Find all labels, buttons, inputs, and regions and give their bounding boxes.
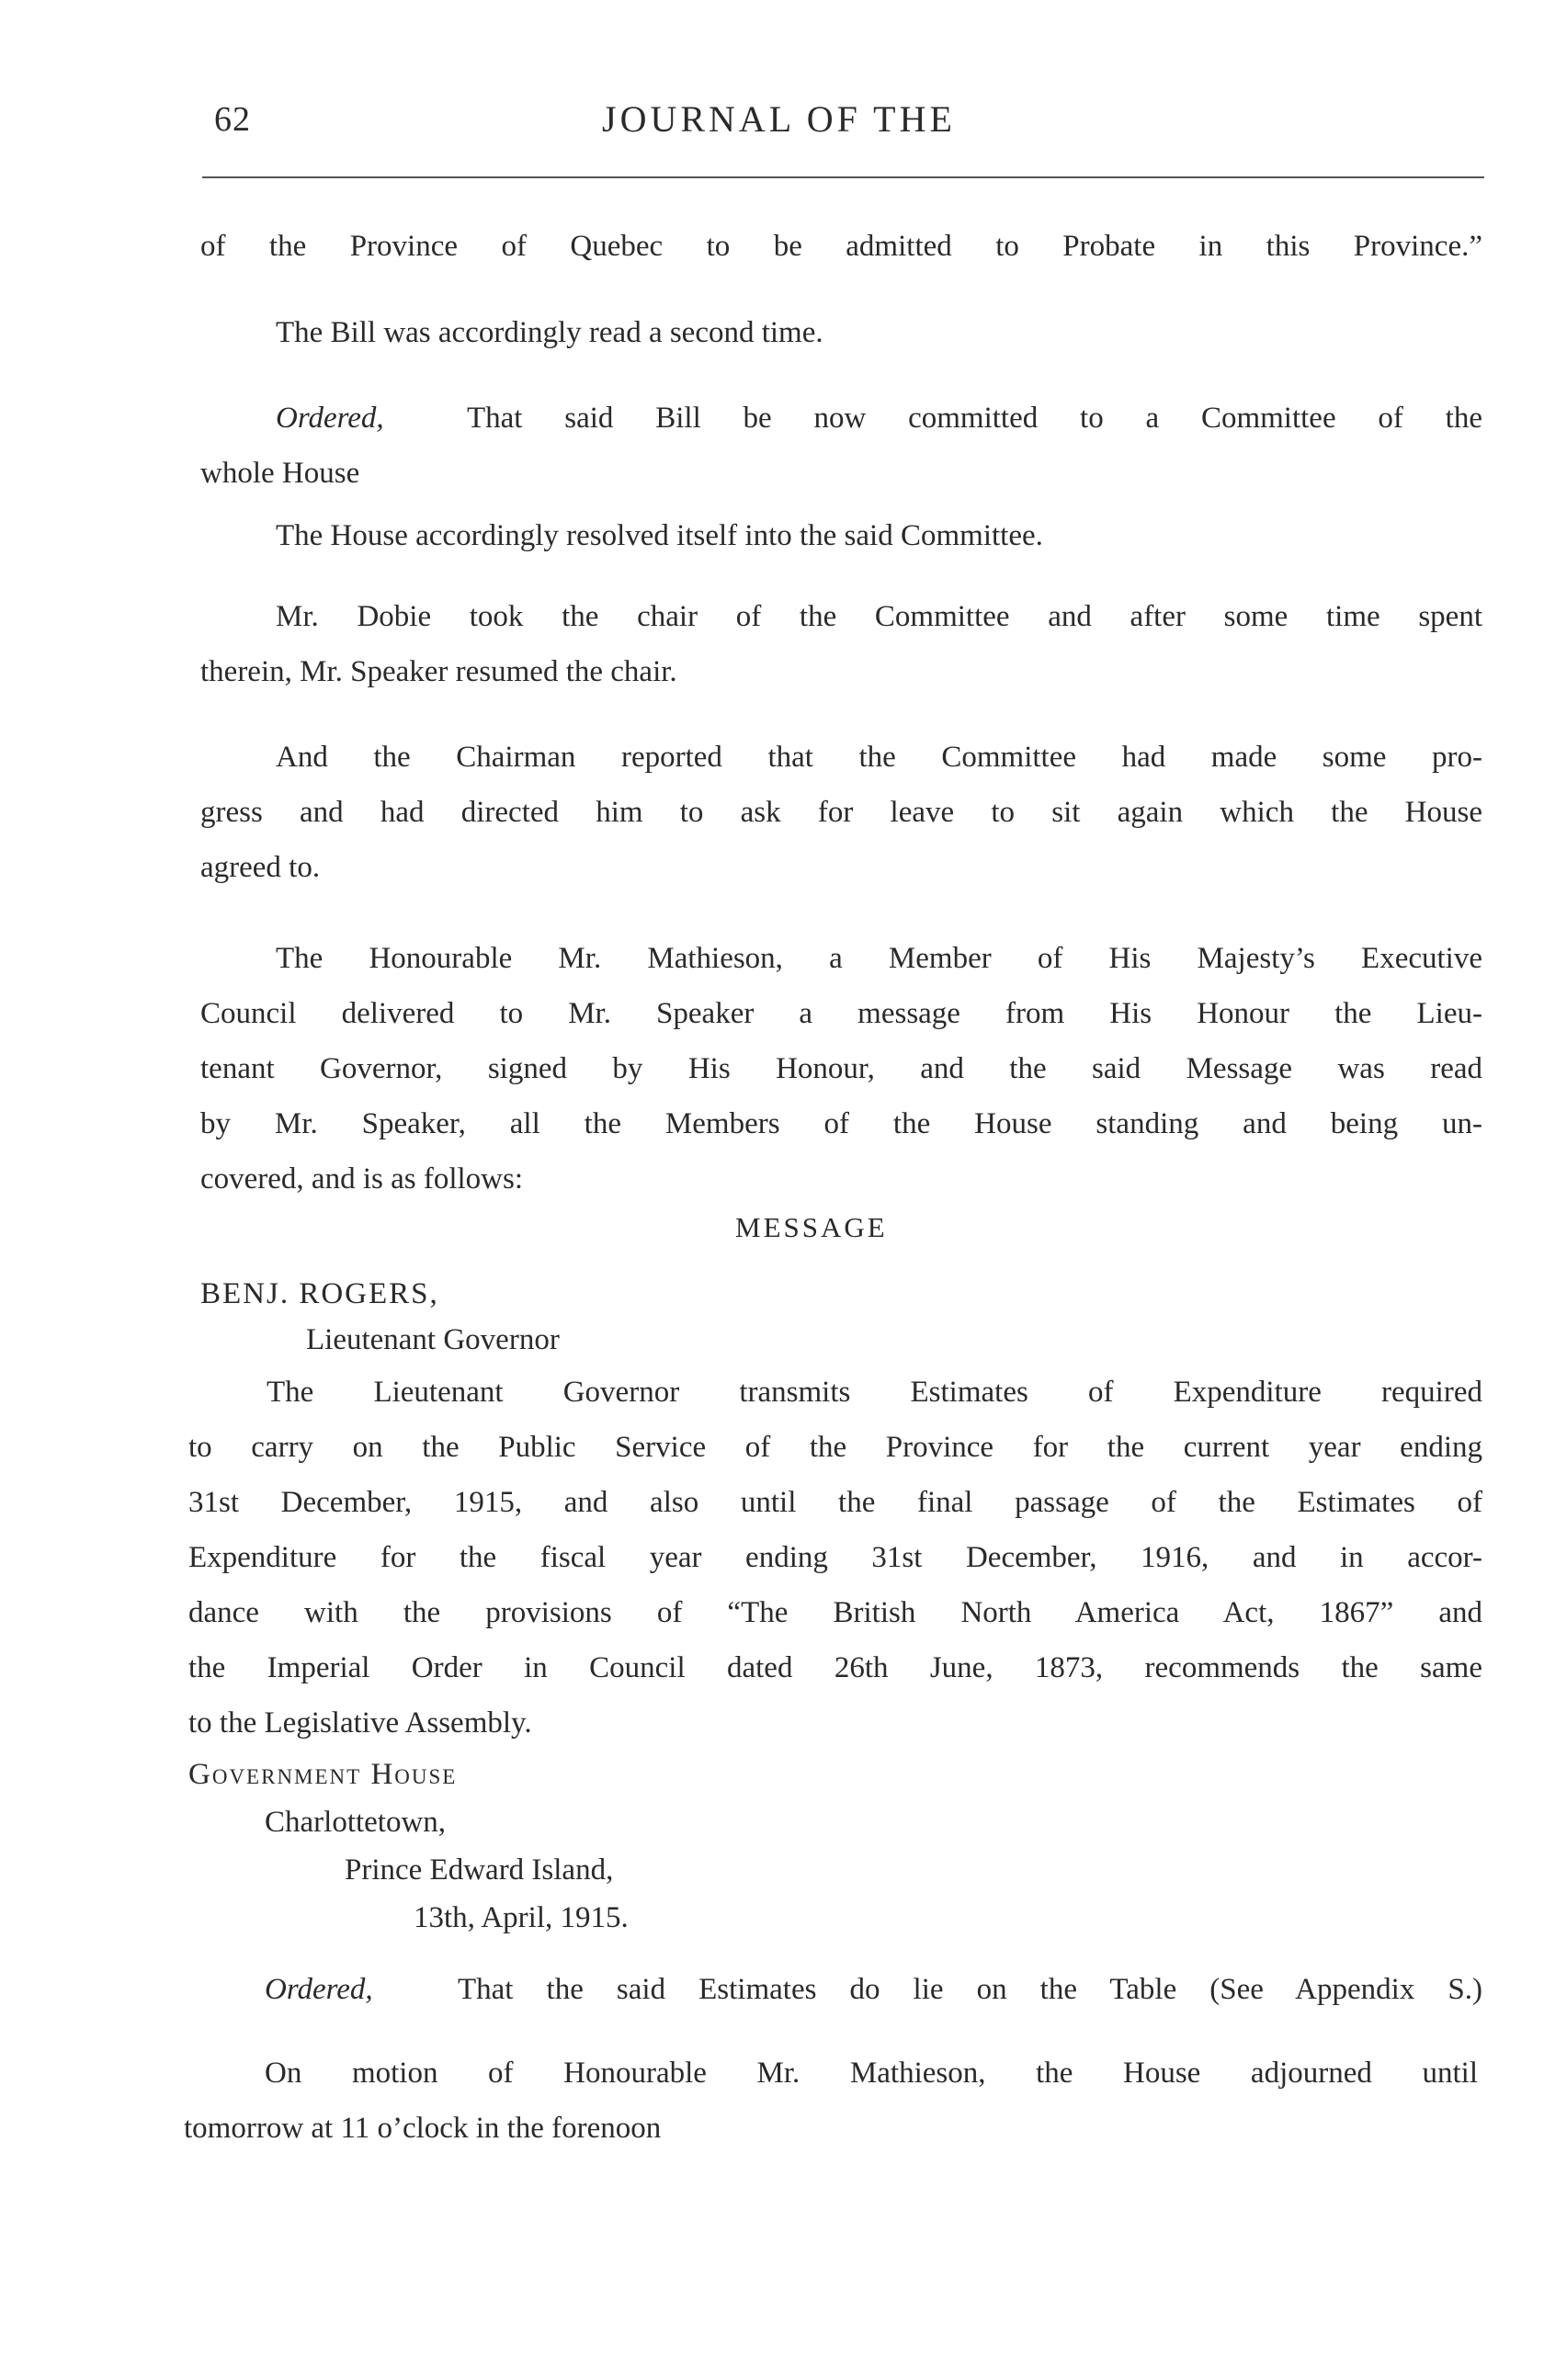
text-line-content: The Honourable Mr. Mathieson, a Member of His Majesty’s Executive [276, 942, 1482, 975]
text-line [200, 997, 1482, 1031]
signer-name: BENJ. ROGERS, [200, 1277, 439, 1310]
ordered-label: Ordered, [265, 1973, 373, 2006]
text-line [200, 230, 1482, 264]
text-line [200, 1107, 1482, 1141]
place-line: Charlottetown, [265, 1806, 447, 1839]
text-line: The House accordingly resolved itself into the said Committee. [276, 519, 1043, 552]
text-line-content: by Mr. Speaker, all the Members of the House standing and being un- [200, 1107, 1482, 1140]
date-line: 13th, April, 1915. [414, 1901, 629, 1934]
text-line-content: Expenditure for the fiscal year ending 31st December, 1916, and in accor- [188, 1541, 1482, 1574]
text-line [265, 1973, 1482, 2007]
text-line-content: On motion of Honourable Mr. Mathieson, the House adjourned until [265, 2057, 1478, 2090]
text-line-content: the Imperial Order in Council dated 26th June, 1873, recommends the same [188, 1651, 1482, 1684]
text-line [276, 942, 1482, 976]
text-line: therein, Mr. Speaker resumed the chair. [200, 655, 677, 688]
text-line-content: And the Chairman reported that the Committee had made some pro- [276, 741, 1482, 774]
text-line: to the Legislative Assembly. [188, 1706, 532, 1740]
text-line-content: That the said Estimates do lie on the Table (See Appendix S.) [458, 1973, 1482, 2006]
header-rule [202, 176, 1484, 178]
ordered-label: Ordered, [276, 402, 384, 435]
text-line [200, 796, 1482, 830]
text-line [276, 402, 1482, 436]
text-line [276, 600, 1482, 634]
signer-title: Lieutenant Governor [306, 1323, 560, 1356]
text-line-content: Mr. Dobie took the chair of the Committee and after some time spent [276, 600, 1482, 633]
text-line: The Bill was accordingly read a second time. [276, 316, 823, 349]
text-line-content: gress and had directed him to ask for leave to sit again which the House [200, 796, 1482, 829]
text-line [265, 2057, 1478, 2091]
text-line [188, 1541, 1482, 1575]
text-line-content: dance with the provisions of “The British North America Act, 1867” and [188, 1596, 1482, 1629]
text-line: covered, and is as follows: [200, 1162, 523, 1196]
running-title: JOURNAL OF THE [602, 98, 956, 140]
text-line: tomorrow at 11 o’clock in the forenoon [184, 2112, 662, 2145]
text-line: agreed to. [200, 851, 321, 884]
text-line-content: 31st December, 1915, and also until the final passage of the Estimates of [188, 1486, 1482, 1519]
text-line-content: to carry on the Public Service of the Province for the current year ending [188, 1431, 1482, 1464]
text-line-content: of the Province of Quebec to be admitted to Probate in this Province.” [200, 230, 1482, 263]
text-line [188, 1651, 1482, 1685]
place-line: Government House [188, 1758, 458, 1791]
text-line-content: tenant Governor, signed by His Honour, and the said Message was read [200, 1052, 1482, 1085]
text-line: whole House [200, 457, 360, 490]
text-line [267, 1376, 1482, 1410]
text-line [188, 1596, 1482, 1630]
text-line-content: The Lieutenant Governor transmits Estimates of Expenditure required [267, 1376, 1482, 1409]
text-line-content: That said Bill be now committed to a Committee of the [467, 402, 1482, 435]
text-line [276, 741, 1482, 775]
place-line: Prince Edward Island, [345, 1853, 614, 1887]
text-line [188, 1486, 1482, 1520]
text-line-content: Council delivered to Mr. Speaker a message from His Honour the Lieu- [200, 997, 1482, 1030]
message-heading: MESSAGE [735, 1211, 888, 1243]
page-number: 62 [214, 100, 251, 139]
text-line [200, 1052, 1482, 1086]
text-line [188, 1431, 1482, 1465]
